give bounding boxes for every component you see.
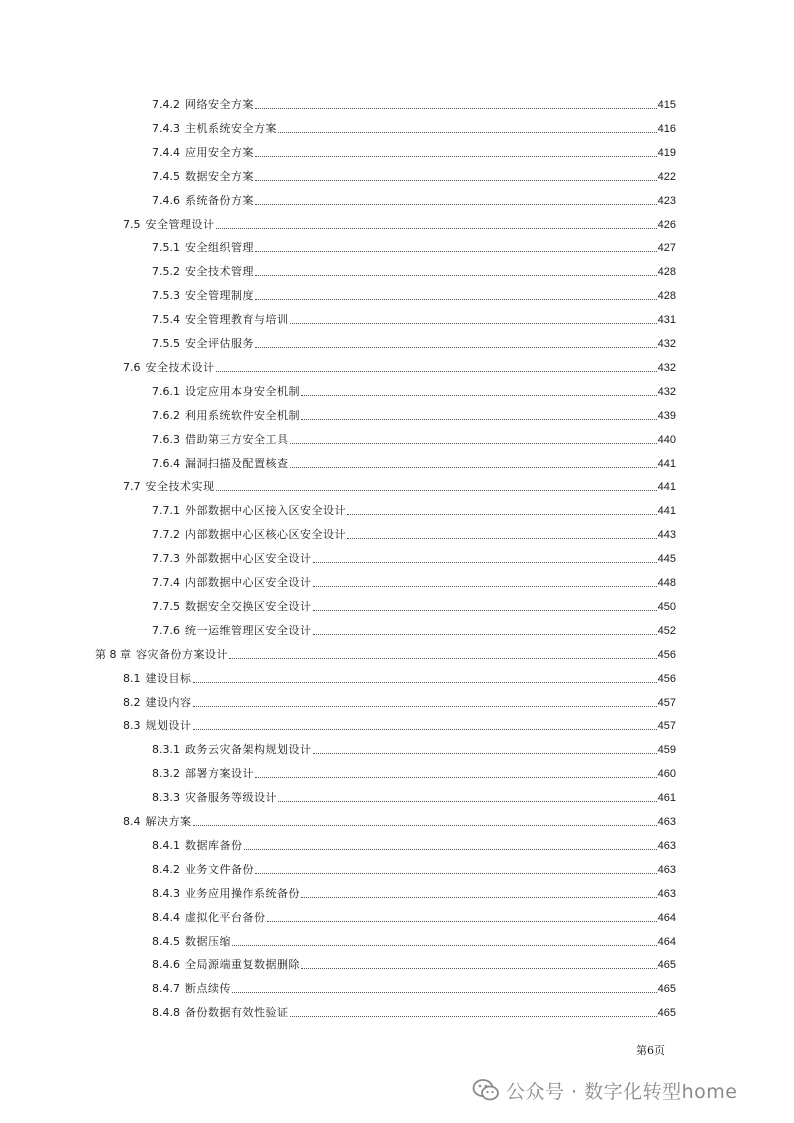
watermark-text: 公众号 · 数字化转型home [506,1080,738,1103]
toc-entry-number: 7.7.4 [152,576,180,589]
toc-dot-leader [290,443,657,444]
toc-entry-title: 外部数据中心区接入区安全设计 [185,504,346,518]
toc-dot-leader [255,204,657,205]
toc-entry-number: 8.4.8 [152,1006,180,1020]
toc-dot-leader [216,371,657,372]
toc-entry-page: 465 [657,983,676,996]
toc-entry[interactable] [123,670,676,686]
toc-entry-number: 8.2 [123,695,141,709]
toc-entry-title: 解决方案 [145,815,192,828]
toc-entry[interactable] [152,144,676,160]
toc-entry-number: 7.5.4 [152,313,180,327]
toc-entry-number: 8.3.1 [152,743,180,757]
toc-entry-number: 7.7 [123,480,141,494]
toc-entry-number: 7.7.5 [152,599,180,613]
wechat-icon [472,1078,500,1102]
toc-dot-leader [229,658,657,659]
toc-entry[interactable] [152,933,676,949]
toc-dot-leader [216,228,657,229]
toc-entry-page: 423 [657,194,676,207]
toc-entry-number: 7.4.3 [152,121,180,135]
toc-entry-title: 数据安全方案 [185,169,254,183]
toc-dot-leader [347,514,657,515]
toc-entry[interactable] [123,717,676,733]
toc-entry[interactable] [152,861,676,877]
toc-entry-page: 426 [657,218,676,231]
toc-entry-title: 安全评估服务 [185,337,254,350]
toc-entry-page: 422 [657,170,676,183]
toc-entry-number: 7.6.4 [152,456,180,470]
toc-entry[interactable] [123,359,676,375]
toc-entry-number: 8.4.7 [152,982,180,996]
toc-entry-page: 463 [657,887,676,900]
toc-entry[interactable] [152,120,676,136]
toc-dot-leader [301,968,657,969]
toc-entry-title: 容灾备份方案设计 [136,647,228,661]
toc-entry-page: 456 [657,672,676,685]
toc-entry-number: 7.5.5 [152,337,180,350]
toc-entry[interactable] [152,239,676,255]
toc-entry[interactable] [123,813,676,829]
toc-entry-page: 428 [657,290,676,303]
toc-entry-number: 7.4.5 [152,169,180,183]
toc-entry-title: 系统备份方案 [185,193,254,207]
toc-dot-leader [301,419,657,420]
toc-dot-leader [301,897,657,898]
toc-entry[interactable] [152,980,676,996]
toc-entry[interactable] [152,598,676,614]
toc-entry-page: 432 [657,361,676,374]
toc-entry-number: 7.6 [123,360,141,374]
toc-entry-page: 464 [657,935,676,948]
toc-entry[interactable] [152,550,676,566]
toc-dot-leader [232,992,657,993]
toc-entry-number: 7.4.4 [152,145,180,159]
toc-entry-page: 456 [657,648,676,661]
toc-entry-page: 464 [657,911,676,924]
toc-entry-number: 8.4.4 [152,910,180,924]
toc-entry-number: 8.4.1 [152,838,180,852]
toc-dot-leader [232,945,657,946]
toc-entry-number: 7.7.3 [152,552,180,566]
toc-dot-leader [267,921,657,922]
toc-entry-page: 459 [657,744,676,757]
toc-entry-title: 虚拟化平台备份 [185,910,266,924]
toc-entry-title: 数据库备份 [185,838,243,852]
toc-entry-number: 8.3.2 [152,767,180,781]
toc-entry[interactable] [123,478,676,494]
toc-entry-title: 政务云灾备架构规划设计 [185,743,312,757]
toc-entry[interactable] [152,502,676,518]
toc-dot-leader [255,108,657,109]
toc-entry[interactable] [152,383,676,399]
toc-entry-title: 统一运维管理区安全设计 [185,623,312,637]
toc-entry-number: 8.4.2 [152,862,180,876]
toc-entry-page: 427 [657,242,676,255]
toc-entry-title: 全局源端重复数据删除 [185,958,300,972]
toc-entry-number: 8.3 [123,719,141,733]
toc-entry-title: 备份数据有效性验证 [185,1006,289,1020]
toc-entry-page: 465 [657,959,676,972]
toc-entry-page: 460 [657,768,676,781]
toc-entry[interactable] [152,96,676,112]
toc-dot-leader [278,801,657,802]
watermark [472,1075,737,1105]
toc-entry-number: 8.4.3 [152,886,180,900]
toc-entry-page: 443 [657,529,676,542]
toc-entry-title: 灾备服务等级设计 [185,791,277,805]
toc-entry[interactable] [152,622,676,638]
toc-entry-title: 安全管理制度 [185,289,254,303]
toc-dot-leader [255,347,657,348]
toc-dot-leader [193,682,657,683]
page-number: 第6页 [636,1044,665,1057]
toc-entry[interactable] [152,407,676,423]
toc-entry[interactable] [152,765,676,781]
toc-entry-title: 内部数据中心区安全设计 [185,576,312,589]
toc-entry-page: 432 [657,385,676,398]
toc-entry-page: 439 [657,409,676,422]
toc-entry-title: 安全组织管理 [185,241,254,255]
toc-dot-leader [290,467,657,468]
toc-entry-number: 8.3.3 [152,791,180,805]
toc-entry[interactable] [152,431,676,447]
toc-entry-title: 应用安全方案 [185,145,254,159]
toc-entry-page: 457 [657,696,676,709]
toc-entry-page: 441 [657,457,676,470]
toc-dot-leader [301,395,657,396]
toc-entry-number: 7.7.1 [152,504,180,518]
toc-entry[interactable] [152,956,676,972]
toc-dot-leader [193,825,657,826]
toc-entry-title: 内部数据中心区核心区安全设计 [185,528,346,542]
toc-entry-page: 463 [657,863,676,876]
toc-entry-number: 7.5.3 [152,289,180,303]
toc-entry-title: 部署方案设计 [185,767,254,781]
toc-entry[interactable] [152,168,676,184]
toc-entry-number: 7.7.6 [152,623,180,637]
toc-dot-leader [313,753,657,754]
toc-entry-title: 安全技术实现 [145,480,215,494]
toc-dot-leader [216,490,657,491]
toc-entry-page: 416 [657,122,676,135]
toc-entry-title: 利用系统软件安全机制 [185,408,300,422]
toc-dot-leader [290,323,657,324]
toc-entry-title: 数据安全交换区安全设计 [185,599,312,613]
toc-entry[interactable] [152,789,676,805]
toc-dot-leader [255,873,657,874]
toc-dot-leader [313,562,657,563]
toc-entry-title: 数据压缩 [185,934,231,948]
toc-entry-page: 432 [657,338,676,350]
toc-dot-leader [313,634,657,635]
toc-entry-number: 7.7.2 [152,528,180,542]
toc-entry-title: 建设内容 [145,695,192,709]
toc-entry-title: 断点续传 [185,982,231,996]
toc-entry-page: 441 [657,481,676,494]
toc-entry-title: 业务文件备份 [185,862,254,876]
toc-dot-leader [255,180,657,181]
toc-entry-title: 业务应用操作系统备份 [185,886,300,900]
toc-entry[interactable] [123,694,676,710]
toc-entry-number: 8.4.5 [152,934,180,948]
toc-entry-title: 安全技术管理 [185,265,254,279]
toc-dot-leader [290,1016,657,1017]
toc-dot-leader [313,586,657,587]
toc-entry[interactable] [152,311,676,327]
toc-entry-page: 461 [657,792,676,805]
toc-entry[interactable] [95,646,676,662]
toc-entry[interactable] [152,885,676,901]
toc-entry-title: 外部数据中心区安全设计 [185,552,312,566]
toc-dot-leader [193,729,657,730]
toc-entry[interactable] [152,263,676,279]
toc-entry[interactable] [152,335,676,351]
toc-dot-leader [255,156,657,157]
toc-entry-title: 安全技术设计 [145,360,215,374]
toc-entry-title: 网络安全方案 [185,98,254,111]
toc-dot-leader [244,849,657,850]
toc-entry-title: 建设目标 [145,671,192,685]
toc-entry[interactable] [152,574,676,590]
toc-entry[interactable] [152,192,676,208]
toc-entry-page: 441 [657,505,676,518]
toc-entry-number: 7.6.1 [152,384,180,398]
toc-entry-number: 7.5.1 [152,241,180,255]
toc-dot-leader [255,777,657,778]
toc-entry-number: 7.4.6 [152,193,180,207]
toc-entry-page: 415 [657,99,676,111]
toc-entry-page: 463 [657,816,676,828]
toc-entry-number: 7.5 [123,217,141,231]
toc-entry-number: 第 8 章 [95,647,131,661]
toc-dot-leader [313,610,657,611]
toc-dot-leader [347,538,657,539]
toc-entry[interactable] [152,287,676,303]
toc-entry-page: 419 [657,146,676,159]
toc-entry-title: 主机系统安全方案 [185,121,277,135]
toc-entry[interactable] [152,1004,676,1020]
toc-entry-number: 8.1 [123,671,141,685]
toc-entry-title: 设定应用本身安全机制 [185,384,300,398]
toc-entry-title: 安全管理设计 [145,217,215,231]
toc-entry-number: 7.6.2 [152,408,180,422]
toc-entry[interactable] [152,526,676,542]
toc-dot-leader [278,132,657,133]
toc-dot-leader [193,706,657,707]
toc-entry[interactable] [152,455,676,471]
toc-entry-page: 440 [657,433,676,446]
toc-entry-page: 431 [657,314,676,327]
toc-entry[interactable] [123,216,676,232]
toc-entry-number: 7.5.2 [152,265,180,279]
toc-entry-page: 452 [657,624,676,637]
toc-entry-number: 7.6.3 [152,432,180,446]
toc-dot-leader [255,251,657,252]
toc-entry-page: 450 [657,600,676,613]
toc-entry-page: 445 [657,553,676,566]
toc-entry[interactable] [152,741,676,757]
toc-entry-page: 457 [657,720,676,733]
toc-dot-leader [255,275,657,276]
toc-entry-page: 428 [657,266,676,279]
toc-entry-page: 463 [657,839,676,852]
toc-entry[interactable] [152,909,676,925]
toc-entry-title: 安全管理教育与培训 [185,313,289,327]
toc-entry-page: 465 [657,1007,676,1020]
toc-entry-title: 规划设计 [145,719,192,733]
toc-entry-number: 7.4.2 [152,98,180,111]
toc-entry[interactable] [152,837,676,853]
toc-entry-title: 漏洞扫描及配置核查 [185,456,289,470]
toc-dot-leader [255,299,657,300]
toc-entry-title: 借助第三方安全工具 [185,432,289,446]
toc-entry-number: 8.4.6 [152,958,180,972]
toc-entry-number: 8.4 [123,815,141,828]
toc-entry-page: 448 [657,577,676,589]
